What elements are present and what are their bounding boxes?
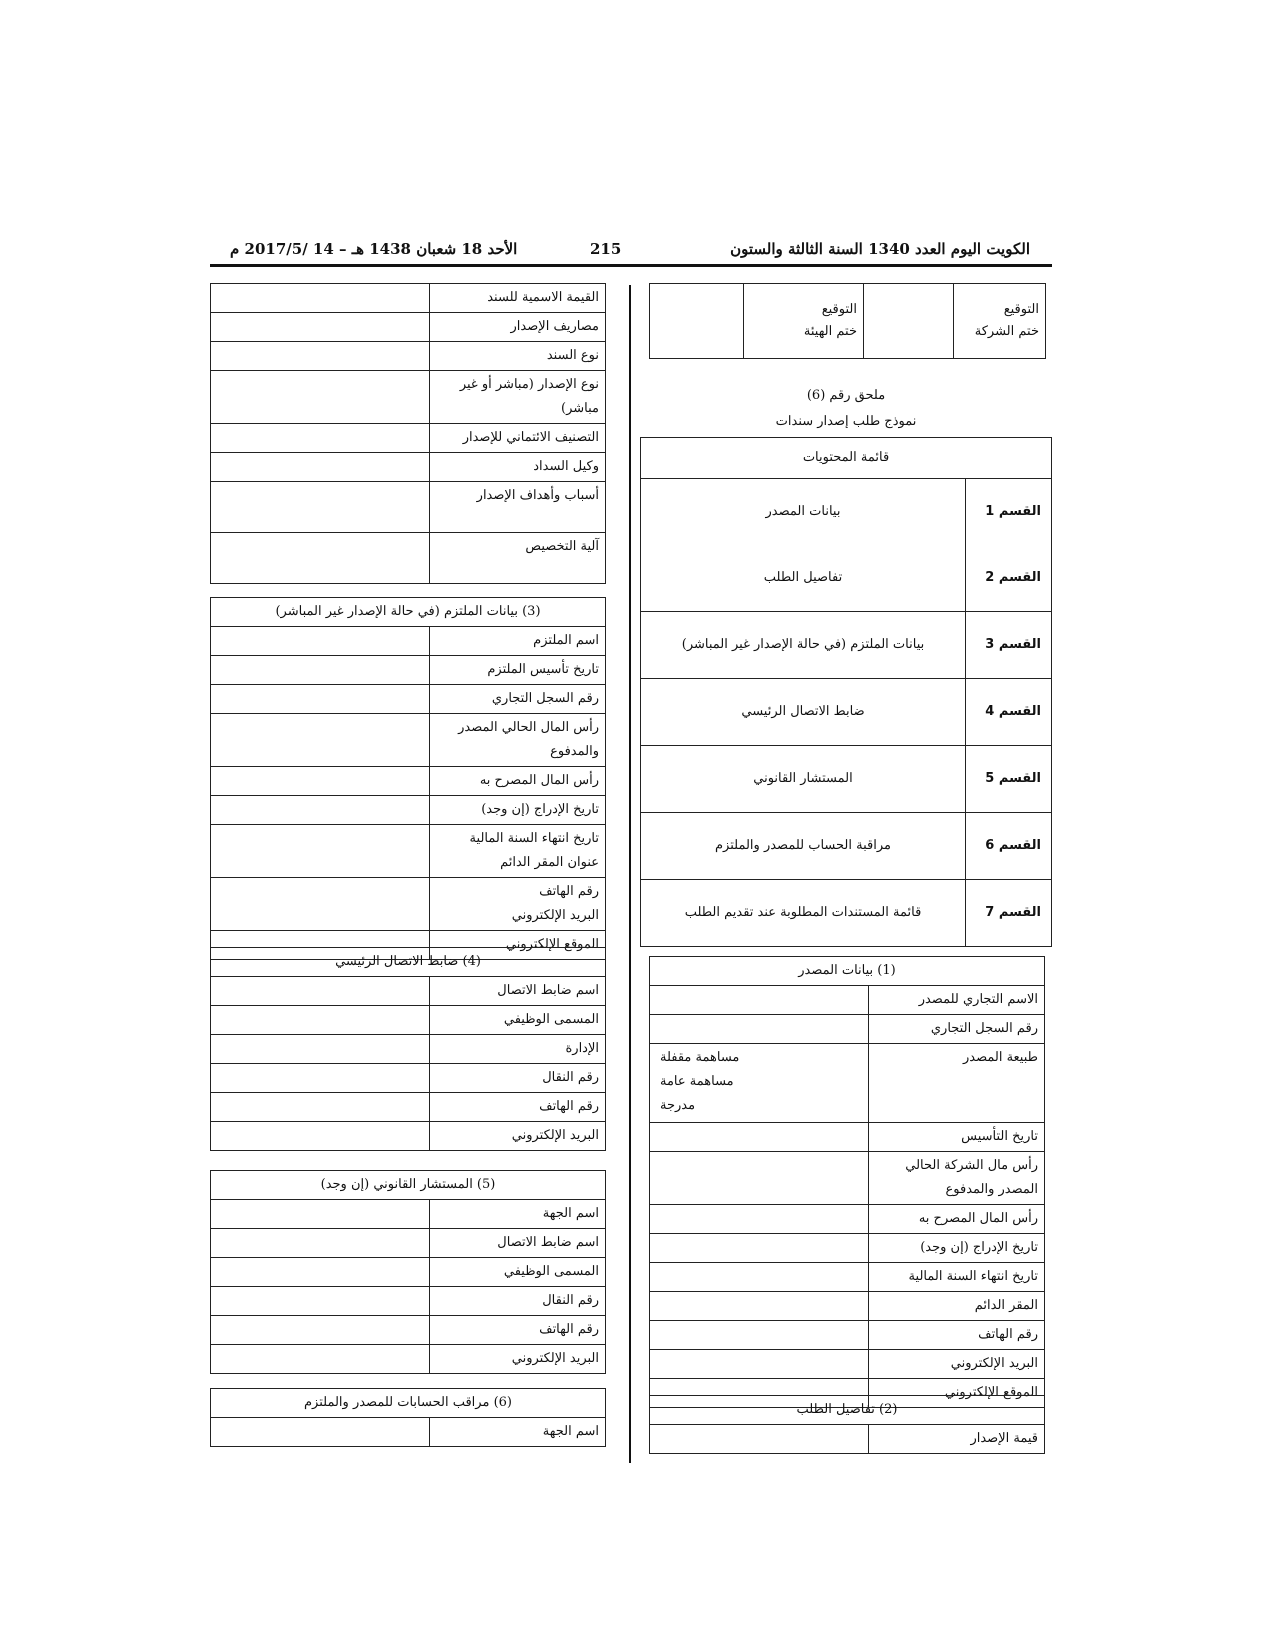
field-value-input[interactable]	[211, 453, 430, 482]
section2-cont-table	[210, 283, 606, 584]
field-value-input[interactable]	[650, 1350, 869, 1379]
field-label: تاريخ انتهاء السنة المالية عنوان المقر الدائم	[430, 825, 606, 878]
field-value-input[interactable]	[650, 986, 869, 1015]
field-value-input[interactable]	[211, 1316, 430, 1345]
field-value-input[interactable]	[211, 1122, 430, 1151]
field-label: رقم النقال	[430, 1287, 606, 1316]
field-label: الإدارة	[430, 1035, 606, 1064]
field-label: البريد الإلكتروني	[430, 1122, 606, 1151]
page-header	[230, 238, 1030, 262]
issue-date: الأحد 18 شعبان 1438 هـ – 14 /2017/5 م	[230, 240, 518, 258]
field-value-input[interactable]	[211, 1229, 430, 1258]
field-label: آلية التخصيص	[430, 533, 606, 584]
issuer-type-option[interactable]: مساهمة مقفلة	[660, 1050, 740, 1065]
field-value-input[interactable]	[211, 1200, 430, 1229]
section4-title: (4) ضابط الاتصال الرئيسي	[211, 948, 606, 977]
field-label: نوع السند	[430, 342, 606, 371]
field-label: مصاريف الإصدار	[430, 313, 606, 342]
field-value-input[interactable]	[211, 977, 430, 1006]
field-label: اسم ضابط الاتصال	[430, 977, 606, 1006]
field-value-input[interactable]	[211, 1093, 430, 1122]
toc-num: القسم 5	[966, 746, 1052, 813]
field-label: تاريخ التأسيس	[869, 1123, 1045, 1152]
field-label: رقم الهاتف البريد الإلكتروني	[430, 878, 606, 931]
field-value-input[interactable]	[211, 656, 430, 685]
toc-name: المستشار القانوني	[641, 746, 966, 813]
field-label: اسم ضابط الاتصال	[430, 1229, 606, 1258]
toc-num: القسم 6	[966, 813, 1052, 880]
field-value-input[interactable]	[211, 313, 430, 342]
field-label: البريد الإلكتروني	[430, 1345, 606, 1374]
company-signature-cell: التوقيع ختم الشركة	[954, 284, 1046, 359]
field-label: رقم الهاتف	[869, 1321, 1045, 1350]
section3-title: (3) بيانات الملتزم (في حالة الإصدار غير المباشر)	[211, 598, 606, 627]
header-rule	[210, 264, 1052, 267]
publication-title: الكويت اليوم العدد 1340 السنة الثالثة والستون	[730, 240, 1030, 258]
field-value-input[interactable]	[211, 1418, 430, 1447]
section3-table	[210, 597, 606, 960]
field-label: القيمة الاسمية للسند	[430, 284, 606, 313]
field-label: نوع الإصدار (مباشر أو غير مباشر)	[430, 371, 606, 424]
field-value-input[interactable]	[650, 1263, 869, 1292]
toc-num: القسم 1	[966, 479, 1052, 546]
field-label: رقم الهاتف	[430, 1316, 606, 1345]
section4-table	[210, 947, 606, 1151]
field-label: قيمة الإصدار	[869, 1425, 1045, 1454]
field-label: تاريخ انتهاء السنة المالية	[869, 1263, 1045, 1292]
field-label: رقم السجل التجاري	[430, 685, 606, 714]
toc-name: ضابط الاتصال الرئيسي	[641, 679, 966, 746]
toc-num: القسم 3	[966, 612, 1052, 679]
field-value-input[interactable]	[650, 1015, 869, 1044]
issuer-type-option[interactable]: مساهمة عامة	[660, 1074, 734, 1089]
company-signature-blank	[864, 284, 954, 359]
field-label: الموقع الإلكتروني	[430, 931, 606, 960]
field-label: أسباب وأهداف الإصدار	[430, 482, 606, 533]
field-value-input[interactable]	[211, 342, 430, 371]
field-value-input[interactable]	[211, 1006, 430, 1035]
toc-num: القسم 2	[966, 545, 1052, 612]
field-label: رأس المال المصرح به	[869, 1205, 1045, 1234]
field-value-input[interactable]	[650, 1205, 869, 1234]
field-value-input[interactable]	[211, 1287, 430, 1316]
field-label: اسم الجهة	[430, 1418, 606, 1447]
section1-table	[649, 956, 1045, 1408]
field-value-input[interactable]	[650, 1152, 869, 1205]
field-label: طبيعة المصدر	[869, 1044, 1045, 1123]
issuer-type-option[interactable]: مدرجة	[660, 1098, 696, 1113]
section2-title: (2) تفاصيل الطلب	[650, 1396, 1045, 1425]
field-label: تاريخ الإدراج (إن وجد)	[869, 1234, 1045, 1263]
field-value-input[interactable]	[650, 1123, 869, 1152]
page-number: 215	[590, 240, 622, 258]
field-value-input[interactable]	[211, 796, 430, 825]
field-value-input[interactable]	[211, 371, 430, 424]
field-label: وكيل السداد	[430, 453, 606, 482]
field-value-input[interactable]	[211, 878, 430, 931]
toc-table	[640, 437, 1052, 947]
field-label: المسمى الوظيفي	[430, 1258, 606, 1287]
field-value-input[interactable]	[650, 1234, 869, 1263]
field-value-input[interactable]	[211, 424, 430, 453]
field-value-input[interactable]	[211, 482, 430, 533]
field-label: رأس مال الشركة الحالي المصدر والمدفوع	[869, 1152, 1045, 1205]
field-value-input[interactable]	[211, 1345, 430, 1374]
toc-num: القسم 7	[966, 880, 1052, 947]
field-value-input[interactable]	[211, 1258, 430, 1287]
section1-title: (1) بيانات المصدر	[650, 957, 1045, 986]
section5-title: (5) المستشار القانوني (إن وجد)	[211, 1171, 606, 1200]
field-label: رأس المال الحالي المصدر والمدفوع	[430, 714, 606, 767]
toc-name: بيانات المصدر	[641, 479, 966, 546]
section5-table	[210, 1170, 606, 1374]
field-value-input[interactable]	[650, 1425, 869, 1454]
toc-heading: قائمة المحتويات	[641, 438, 1052, 479]
field-label: المسمى الوظيفي	[430, 1006, 606, 1035]
field-label: الاسم التجاري للمصدر	[869, 986, 1045, 1015]
field-label: رقم السجل التجاري	[869, 1015, 1045, 1044]
field-value-input[interactable]	[211, 767, 430, 796]
field-label: الموقع الإلكتروني	[869, 1379, 1045, 1408]
field-label: رقم الهاتف	[430, 1093, 606, 1122]
toc-name: بيانات الملتزم (في حالة الإصدار غير المباشر)	[641, 612, 966, 679]
field-label: التصنيف الائتماني للإصدار	[430, 424, 606, 453]
annex-subtitle: نموذج طلب إصدار سندات	[775, 414, 917, 429]
field-label: رأس المال المصرح به	[430, 767, 606, 796]
authority-signature-blank	[650, 284, 744, 359]
field-value-input[interactable]	[211, 685, 430, 714]
section2-table	[649, 1395, 1045, 1454]
field-label: اسم الملتزم	[430, 627, 606, 656]
field-label: المقر الدائم	[869, 1292, 1045, 1321]
toc-name: تفاصيل الطلب	[641, 545, 966, 612]
column-divider	[629, 285, 631, 1463]
field-value-input[interactable]	[211, 825, 430, 878]
field-label: تاريخ الإدراج (إن وجد)	[430, 796, 606, 825]
section6-table	[210, 1388, 606, 1447]
field-value-input[interactable]	[211, 1035, 430, 1064]
field-value-input[interactable]	[211, 1064, 430, 1093]
field-value-input[interactable]	[211, 533, 430, 584]
toc-name: قائمة المستندات المطلوبة عند تقديم الطلب	[641, 880, 966, 947]
field-value-input[interactable]	[211, 627, 430, 656]
toc-num: القسم 4	[966, 679, 1052, 746]
toc-name: مراقبة الحساب للمصدر والملتزم	[641, 813, 966, 880]
issuer-type-options[interactable]	[650, 1044, 869, 1123]
annex-title: ملحق رقم (6)	[806, 388, 886, 403]
field-value-input[interactable]	[650, 1292, 869, 1321]
field-label: اسم الجهة	[430, 1200, 606, 1229]
authority-signature-cell: التوقيع ختم الهيئة	[744, 284, 864, 359]
field-value-input[interactable]	[211, 284, 430, 313]
section6-title: (6) مراقب الحسابات للمصدر والملتزم	[211, 1389, 606, 1418]
signature-table	[649, 283, 1046, 359]
field-value-input[interactable]	[650, 1321, 869, 1350]
field-label: البريد الإلكتروني	[869, 1350, 1045, 1379]
field-label: تاريخ تأسيس الملتزم	[430, 656, 606, 685]
field-value-input[interactable]	[211, 714, 430, 767]
field-label: رقم النقال	[430, 1064, 606, 1093]
